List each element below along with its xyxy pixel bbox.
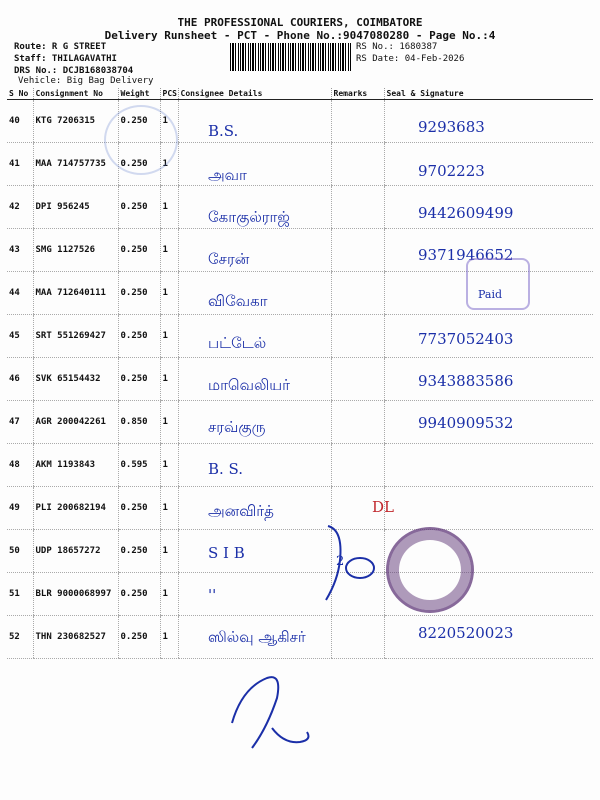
handwritten-consignee: மாவெலியர் — [208, 376, 290, 394]
cell-pcs: 1 — [160, 401, 178, 444]
cell-sno: 42 — [7, 186, 33, 229]
rs-date: RS Date: 04-Feb-2026 — [356, 54, 465, 64]
cell-consignee — [178, 229, 331, 272]
cell-remarks — [331, 186, 384, 229]
cell-signature — [384, 143, 593, 186]
cell-weight: 0.850 — [118, 401, 160, 444]
handwritten-signature: 9371946652 — [418, 246, 514, 264]
table-row — [7, 143, 593, 186]
runsheet-subtitle: Delivery Runsheet - PCT - Phone No.:9047080280 - Page No.:4 — [104, 29, 496, 42]
bracket-annotation — [318, 520, 378, 610]
handwritten-consignee: ஸில்வு ஆகிசர் — [208, 628, 306, 646]
handwritten-signature: 9343883586 — [418, 372, 514, 390]
cell-consignment-no: AKM 1193843 — [33, 444, 118, 487]
cell-sno: 40 — [7, 100, 33, 143]
staff-label: Staff: THILAGAVATHI — [14, 54, 117, 64]
table-row — [7, 573, 593, 616]
cell-weight: 0.250 — [118, 186, 160, 229]
cell-weight: 0.250 — [118, 358, 160, 401]
cell-pcs: 1 — [160, 315, 178, 358]
header-signature: Seal & Signature — [384, 88, 593, 100]
cell-consignee — [178, 573, 331, 616]
cell-consignment-no: SRT 551269427 — [33, 315, 118, 358]
handwritten-consignee: சரவ்குரு — [208, 418, 266, 436]
cell-sno: 46 — [7, 358, 33, 401]
cell-pcs: 1 — [160, 616, 178, 659]
header-pcs: PCS — [160, 88, 178, 100]
cell-sno: 51 — [7, 573, 33, 616]
cell-consignment-no: MAA 714757735 — [33, 143, 118, 186]
cell-remarks — [331, 315, 384, 358]
handwritten-consignee: S I B — [208, 544, 245, 562]
cell-sno: 52 — [7, 616, 33, 659]
table-row — [7, 444, 593, 487]
cell-weight: 0.250 — [118, 229, 160, 272]
handwritten-consignee: '' — [208, 586, 217, 604]
handwritten-consignee: சேரன் — [208, 250, 250, 268]
handwritten-signature: DL — [372, 498, 394, 516]
cell-remarks — [331, 401, 384, 444]
handwritten-signature: 9940909532 — [418, 414, 514, 432]
cell-sno: 43 — [7, 229, 33, 272]
handwritten-signature: Paid — [478, 288, 503, 301]
header-weight: Weight — [118, 88, 160, 100]
vehicle-label: Vehicle: Big Bag Delivery — [18, 76, 154, 86]
cell-remarks — [331, 229, 384, 272]
cell-remarks — [331, 272, 384, 315]
cell-signature — [384, 444, 593, 487]
table-row — [7, 100, 593, 143]
handwritten-consignee: கோகுல்ராஜ் — [208, 208, 290, 226]
cell-weight: 0.250 — [118, 272, 160, 315]
cell-pcs: 1 — [160, 487, 178, 530]
staff-signature-scribble — [222, 668, 322, 758]
header-remarks: Remarks — [331, 88, 384, 100]
route-label: Route: R G STREET — [14, 42, 107, 52]
cell-consignment-no: PLI 200682194 — [33, 487, 118, 530]
cell-pcs: 1 — [160, 229, 178, 272]
cell-signature — [384, 100, 593, 143]
office-seal-stamp-faded — [104, 105, 178, 175]
cell-sno: 45 — [7, 315, 33, 358]
cell-weight: 0.250 — [118, 487, 160, 530]
company-title: THE PROFESSIONAL COURIERS, COIMBATORE — [177, 16, 423, 29]
header-consignment: Consignment No — [33, 88, 118, 100]
cell-consignment-no: SMG 1127526 — [33, 229, 118, 272]
cell-pcs: 1 — [160, 573, 178, 616]
cell-consignment-no: SVK 65154432 — [33, 358, 118, 401]
handwritten-consignee: B.S. — [208, 122, 239, 140]
cell-pcs: 1 — [160, 530, 178, 573]
cell-consignee — [178, 143, 331, 186]
table-row — [7, 530, 593, 573]
cell-weight: 0.250 — [118, 573, 160, 616]
cell-weight: 0.250 — [118, 530, 160, 573]
cell-sno: 48 — [7, 444, 33, 487]
cell-consignment-no: DPI 956245 — [33, 186, 118, 229]
cell-consignment-no: THN 230682527 — [33, 616, 118, 659]
cell-weight: 0.250 — [118, 143, 160, 186]
cell-consignment-no: AGR 200042261 — [33, 401, 118, 444]
cell-consignment-no: MAA 712640111 — [33, 272, 118, 315]
cell-remarks — [331, 100, 384, 143]
cell-consignment-no: UDP 18657272 — [33, 530, 118, 573]
cell-signature — [384, 487, 593, 530]
cell-remarks — [331, 358, 384, 401]
cell-weight: 0.250 — [118, 315, 160, 358]
cell-sno: 47 — [7, 401, 33, 444]
handwritten-consignee: B. S. — [208, 460, 244, 478]
cell-weight: 0.250 — [118, 100, 160, 143]
cell-consignment-no: BLR 9000068997 — [33, 573, 118, 616]
cell-pcs: 1 — [160, 100, 178, 143]
handwritten-consignee: அவா — [208, 166, 247, 184]
table-header-row — [7, 88, 593, 100]
cell-remarks — [331, 143, 384, 186]
handwritten-signature: 7737052403 — [418, 330, 514, 348]
cell-pcs: 1 — [160, 186, 178, 229]
cell-weight: 0.595 — [118, 444, 160, 487]
cell-consignee — [178, 100, 331, 143]
cell-sno: 50 — [7, 530, 33, 573]
cell-sno: 44 — [7, 272, 33, 315]
cell-pcs: 1 — [160, 143, 178, 186]
drs-label: DRS No.: DCJB168038704 — [14, 66, 134, 76]
cell-pcs: 1 — [160, 444, 178, 487]
rs-number: RS No.: 1680387 — [356, 42, 438, 52]
cell-pcs: 1 — [160, 358, 178, 401]
cell-sno: 49 — [7, 487, 33, 530]
bracket-count: 2 — [336, 554, 345, 569]
cell-consignment-no: KTG 7206315 — [33, 100, 118, 143]
table-row — [7, 487, 593, 530]
cell-weight: 0.250 — [118, 616, 160, 659]
handwritten-consignee: விவேகா — [208, 292, 268, 310]
header-consignee: Consignee Details — [178, 88, 331, 100]
handwritten-consignee: பட்டேல் — [208, 334, 267, 352]
handwritten-signature: 9293683 — [418, 118, 485, 136]
cell-remarks — [331, 444, 384, 487]
india-post-seal-stamp — [386, 527, 474, 613]
header-sno: S No — [7, 88, 33, 100]
handwritten-signature: 9702223 — [418, 162, 485, 180]
cell-sno: 41 — [7, 143, 33, 186]
cell-consignee — [178, 444, 331, 487]
cell-consignee — [178, 530, 331, 573]
paid-stamp — [466, 258, 530, 310]
handwritten-consignee: அனவிர்த் — [208, 502, 274, 520]
cell-remarks — [331, 616, 384, 659]
drs-barcode — [230, 43, 352, 71]
cell-pcs: 1 — [160, 272, 178, 315]
handwritten-signature: 9442609499 — [418, 204, 514, 222]
handwritten-signature: 8220520023 — [418, 624, 514, 642]
